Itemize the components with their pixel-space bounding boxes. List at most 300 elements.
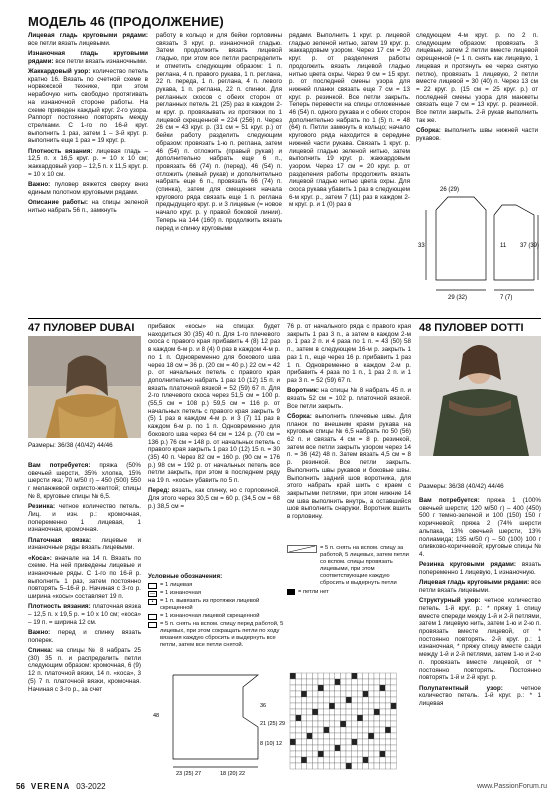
chart-cell (329, 691, 335, 697)
chart-cell (385, 757, 391, 763)
chart-cell (335, 763, 341, 769)
model48-photo (419, 336, 541, 456)
paragraph: Резинка: четное количество петель. Лиц. и изн. р.: кромочная, попеременно 1 лицевая, 1 изнаночная, кромочная. (28, 503, 141, 534)
chart-cell (340, 757, 346, 763)
chart-cell (296, 679, 302, 685)
chart-cell (368, 691, 374, 697)
model47-legend-2 (287, 545, 411, 596)
chart-cell (335, 685, 341, 691)
chart-cell (296, 739, 302, 745)
model47-column-a (28, 462, 141, 776)
chart-cell (352, 691, 358, 697)
chart-cell (380, 685, 386, 691)
chart-cell (368, 685, 374, 691)
chart-cell (307, 751, 313, 757)
chart-cell (374, 703, 380, 709)
chart-cell (312, 679, 318, 685)
chart-cell (335, 721, 341, 727)
legend-symbol-icon: • (148, 599, 157, 605)
chart-cell (301, 691, 307, 697)
chart-cell (374, 733, 380, 739)
model47-assembly: Сборка: выполнить плечевые швы. Для планок по внешним краям рукава на круговые спицы № 6,5 набрать по 50 (56) 62 п. и связать 4 см = 8 р. резинкой, затем все петли закрыть узором через 14 п. = 36 (42) 48 п. Затем вязать 4,5 см = 8 р. резинкой. Все петли закрыть. Выполнить швы рукавов и боковые швы. Выполнить задний шов воротника, для этого набрать край шить с краем с закрытыми петлями, при этом нижние 14 см шва выполнить внутрь, а оставшийся шов выполнить снаружи. Воротник вшить в горловину. (287, 412, 411, 521)
chart-cell (307, 691, 313, 697)
chart-cell (312, 715, 318, 721)
chart-cell (385, 679, 391, 685)
chart-cell (307, 757, 313, 763)
chart-cell (391, 709, 397, 715)
chart-cell (329, 685, 335, 691)
chart-cell (340, 715, 346, 721)
chart-cell (340, 703, 346, 709)
chart-cell (290, 745, 296, 751)
model47-title: 47 ПУЛОВЕР DUBAI (28, 322, 135, 334)
chart-cell (296, 673, 302, 679)
chart-cell (312, 757, 318, 763)
chart-cell (346, 763, 352, 769)
chart-cell (380, 709, 386, 715)
model47-schematic-label: 18 (20) 22 (220, 771, 246, 777)
chart-cell (391, 679, 397, 685)
chart-cell (380, 733, 386, 739)
chart-cell (374, 679, 380, 685)
legend-text: = 1 лицевая (160, 582, 193, 588)
chart-cell (346, 703, 352, 709)
paragraph: Плотность вязания: платочная вязка – 12,5 п. х 19,5 р. = 10 х 10 см; «коса» – 19 п. = ширина 12 см. (28, 603, 141, 626)
legend-text: = 1 изнаночная (160, 590, 202, 596)
chart-cell (368, 745, 374, 751)
chart-cell (301, 685, 307, 691)
chart-cell (318, 685, 324, 691)
chart-cell (335, 679, 341, 685)
chart-cell (301, 721, 307, 727)
chart-cell (374, 745, 380, 751)
chart-cell (329, 679, 335, 685)
model46-column-4 (416, 32, 538, 168)
legend-symbol-icon (148, 614, 157, 620)
chart-cell (385, 745, 391, 751)
chart-cell (357, 709, 363, 715)
legend-symbol-icon: — (150, 590, 155, 597)
chart-cell (346, 679, 352, 685)
chart-cell (329, 751, 335, 757)
chart-cell (391, 691, 397, 697)
chart-cell (307, 679, 313, 685)
chart-cell (318, 715, 324, 721)
chart-cell (346, 685, 352, 691)
model47-front: Перед: вязать, как спинку, но с горловиной. Для этого через 30,5 см = 60 р. (34,5 см = 68 р.) 38,5 см = (148, 487, 280, 510)
chart-cell (363, 691, 369, 697)
chart-cell (374, 727, 380, 733)
chart-cell (380, 745, 386, 751)
model47-schematic-label: 36 (260, 703, 267, 709)
chart-cell (346, 709, 352, 715)
paragraph: Жаккардовый узор: количество петель кратно 16. Вязать по счетной схеме в норвежской технике, при этом нерабочую нить свободно протягивать на изнаночной стороне работы. На схеме приведен каждый круг. 2-го узора. Раппорт постоянно повторять между стрелками. С 1-го по 16-й круг. выполнить 1 раз, затем 1 – 3-й круг. р. выполнить еще 1 раз = 19 круг. р. (28, 68, 148, 145)
chart-cell (357, 751, 363, 757)
chart-cell (346, 721, 352, 727)
model48-photo-image (419, 336, 541, 456)
chart-cell (352, 721, 358, 727)
chart-cell (374, 739, 380, 745)
chart-cell (363, 763, 369, 769)
chart-cell (346, 715, 352, 721)
model47-schematic-label: 21 (25) 29 (260, 721, 286, 727)
chart-cell (385, 703, 391, 709)
chart-cell (301, 733, 307, 739)
chart-cell (385, 685, 391, 691)
chart-cell (335, 745, 341, 751)
chart-cell (324, 739, 330, 745)
chart-cell (318, 751, 324, 757)
model46-col2-text: работу в кольцо и для бейки горловины связать 3 круг. р. изнаночной гладью. Затем продолжить вязать лицевой гладью, при этом все петли распределить и отметить следующим образом: 1 п. реглана, 4 п. правого рукава, 1 п. реглана, 22 п. переда, 1 п. реглана, 4 п. левого рукава, 1 п. реглана, 22 п. спинки. Для регланных скосов с обеих сторон от регланных петель 21 (25) раз в каждом 2-м круг. р. провязывать из протяжки по 1 лицевой скрещенной = 224 (256) п. Через 26 см = 43 круг. р. (31 см = 51 круг. р.) от бейки работу разделить следующим образом: провязать 1-ю п. реглана, затем 46 (54) п. отложить (правый рукав) и дополнительно набрать еще 6 п., провязать 66 (74) п. (перед), 46 (54) п. отложить (левый рукав) и дополнительно набрать еще 6 п., провязать 66 (74) п. (спинка), затем для смещения начала кругового ряда связать еще 1 п. реглана предыдущего круг. р. и 3 лицевые (= новое начало круг. р. у правой боковой линии). Теперь на 144 (160) п. продолжить вязать перед и спинку круговыми (156, 32, 282, 232)
chart-cell (352, 709, 358, 715)
chart-cell (368, 727, 374, 733)
model46-schematic-label: 33 (418, 243, 425, 249)
chart-cell (324, 763, 330, 769)
chart-cell (363, 715, 369, 721)
chart-cell (335, 697, 341, 703)
chart-cell (374, 757, 380, 763)
chart-cell (290, 697, 296, 703)
legend-item (148, 598, 286, 612)
legend-symbol-icon (148, 583, 157, 589)
chart-cell (380, 697, 386, 703)
chart-cell (312, 763, 318, 769)
chart-cell (296, 733, 302, 739)
chart-cell (363, 721, 369, 727)
chart-cell (346, 697, 352, 703)
model47-legend (148, 573, 286, 650)
chart-cell (312, 733, 318, 739)
chart-cell (324, 691, 330, 697)
legend-item (148, 621, 286, 649)
chart-cell (296, 721, 302, 727)
chart-cell (318, 679, 324, 685)
chart-cell (385, 715, 391, 721)
magazine-brand: VERENA (30, 782, 71, 791)
chart-cell (290, 673, 296, 679)
legend-symbol-icon (148, 622, 157, 628)
paragraph: Структурный узор: четное количество петель. 1-й круг. р.: * пряжу 1 спицу вместе спереди между 1-й и 2-й петлями, затем 1 лицевую нить, затем 1-ю и 2-ю п. провязать вместе лицевой, от * постоянно повторять. 2-й круг. р.: 1 изнаночная, * пряжу спицу вместе сзади между 1-й и 2-й петлями, затем 1-ю и 2-ю п. провязать вместе лицевой, от * постоянно повторять. Постоянно повторять 1-й и 2-й круг. р. (419, 597, 541, 682)
chart-cell (374, 751, 380, 757)
chart-cell (324, 679, 330, 685)
chart-cell (324, 727, 330, 733)
legend-text: = 1 изнаночная лицевой скрещенной (160, 613, 260, 619)
model47-schematic-label: 8 (10) 12 (260, 741, 283, 747)
chart-cell (385, 691, 391, 697)
model46-schematic-label: 29 (32) (448, 295, 468, 301)
chart-cell (335, 733, 341, 739)
chart-cell (301, 703, 307, 709)
legend-text: = 5 п. снять на вспом. спицу перед работой, 5 лицевых, при этом сокращать петли по ходу вязания каждую сбросить и выдернуть все петли, затем все петли снятой. (160, 621, 284, 648)
chart-cell (368, 757, 374, 763)
model47-schematic-label: 23 (25) 27 (176, 771, 202, 777)
chart-cell (329, 721, 335, 727)
chart-cell (391, 733, 397, 739)
chart-cell (329, 703, 335, 709)
chart-cell (380, 757, 386, 763)
chart-cell (363, 751, 369, 757)
chart-cell (329, 763, 335, 769)
chart-cell (340, 739, 346, 745)
chart-cell (363, 757, 369, 763)
chart-cell (324, 757, 330, 763)
model47-stitch-chart (282, 667, 412, 777)
legend2-nostitch-text: = петли нет (298, 589, 329, 595)
chart-cell (363, 727, 369, 733)
chart-cell (307, 739, 313, 745)
model46-schematic-label: 26 (29) (440, 187, 460, 193)
chart-cell (385, 739, 391, 745)
chart-cell (385, 727, 391, 733)
chart-cell (290, 733, 296, 739)
legend-item (148, 590, 286, 597)
watermark: www.PassionForum.ru (476, 783, 547, 790)
chart-cell (324, 697, 330, 703)
chart-cell (296, 757, 302, 763)
chart-cell (391, 685, 397, 691)
paragraph: Плотность вязания: лицевая гладь – 12,5 п. х 16,5 круг. р. = 10 х 10 см; жаккардовый узор – 12,5 п. х 11,5 круг. р. = 10 х 10 см. (28, 147, 148, 178)
model48-sizes: Размеры: 36/38 (40/42) 44/46 (419, 483, 504, 490)
model47-schematic (148, 667, 286, 777)
chart-cell (296, 697, 302, 703)
model47-sizes: Размеры: 36/38 (40/42) 44/46 (28, 442, 113, 449)
chart-cell (307, 745, 313, 751)
chart-cell (385, 721, 391, 727)
chart-cell (357, 763, 363, 769)
chart-cell (335, 739, 341, 745)
chart-cell (352, 763, 358, 769)
chart-cell (357, 721, 363, 727)
page-footer (16, 782, 106, 791)
chart-cell (391, 745, 397, 751)
chart-cell (368, 715, 374, 721)
chart-cell (385, 673, 391, 679)
chart-cell (296, 691, 302, 697)
chart-cell (290, 721, 296, 727)
chart-cell (357, 691, 363, 697)
chart-cell (296, 763, 302, 769)
chart-cell (329, 673, 335, 679)
model46-col3-text: рядами. Выполнить 1 круг. р. лицевой гладью зеленой нитью, затем 19 круг. р. жаккардовым узором. Через 17 см = 20 круг. р. от разделения работы продолжить вязать лицевой гладью нитью цвета охры. Через 9 см = 15 круг. р. от последней смены узора для нижней планки связать еще 7 см = 13 круг. р. резинкой. Все петли закрыть. Теперь перевести на спицы отложенные 46 (54) п. одного рукава и с обеих сторон дополнительно набрать по 1 (5) п. = 48 (64) п. Петли замкнуть в кольцо; начало кругового ряда находится в середине нижней части рукава. Связать 1 круг. р. лицевой гладью зеленой нитью, затем выполнить 19 круг. р. жаккардовым узором. Через 17 см = 20 круг. р. от разделения работы продолжить вязать лицевой гладью нитью цвета охры. Для скоса рукава убавить 1 раз в следующем 6-м круг. р., затем 7 (11) раз в каждом 2-м круг. р. и 1 (0) раз в (289, 32, 410, 209)
chart-cell (363, 745, 369, 751)
chart-cell (363, 733, 369, 739)
chart-cell (307, 685, 313, 691)
chart-cell (312, 703, 318, 709)
chart-cell (368, 679, 374, 685)
chart-cell (368, 763, 374, 769)
chart-cell (290, 757, 296, 763)
chart-cell (296, 751, 302, 757)
chart-cell (312, 709, 318, 715)
chart-cell (312, 751, 318, 757)
chart-cell (312, 739, 318, 745)
chart-cell (357, 697, 363, 703)
chart-cell (340, 691, 346, 697)
chart-cell (340, 673, 346, 679)
paragraph: Резинка круговыми рядами: вязать попеременно 1 лицевую, 1 изнаночную. (419, 561, 541, 576)
chart-cell (380, 727, 386, 733)
paragraph: Спинка: на спицы № 8 набрать 25 (30) 35 п. и распределить петли следующим образом: кромочная, 6 (9) 12 п. платочной вязки, 14 п. «коса», 3 (5) 7 п. платочной вязки, кромочная. Начиная с 3-го р., за счет (28, 647, 141, 693)
chart-cell (352, 745, 358, 751)
chart-cell (312, 697, 318, 703)
chart-cell (335, 703, 341, 709)
model47-colC-text: 76 р. от начального ряда с правого края закрыть 1 раз 3 п., а затем в каждом 2-м р. 1 раз 2 п. и 4 раза по 1 п. = 43 (50) 58 п., затем в следующем 16-м р. закрыть 1 раз 1 п., еще через 16 р. прибавить 1 раз 1 п. Одновременно в каждом 2-м р. прибавить 4 раза по 1 п., 1 раз 2 п. и 1 раз 3 п. = 52 (59) 67 п. (287, 323, 411, 384)
chart-cell (324, 715, 330, 721)
section-divider (28, 318, 541, 319)
chart-cell (352, 757, 358, 763)
chart-cell (290, 703, 296, 709)
chart-cell (329, 709, 335, 715)
chart-cell (346, 757, 352, 763)
chart-cell (357, 673, 363, 679)
chart-cell (380, 703, 386, 709)
chart-cell (307, 763, 313, 769)
chart-cell (385, 733, 391, 739)
chart-cell (290, 691, 296, 697)
model46-schematic-label: 37 (39) (520, 243, 540, 249)
chart-cell (296, 727, 302, 733)
chart-cell (385, 751, 391, 757)
chart-cell (374, 685, 380, 691)
legend-title: Условные обозначения: (148, 573, 223, 580)
chart-cell (346, 733, 352, 739)
chart-cell (290, 685, 296, 691)
chart-cell (380, 691, 386, 697)
chart-cell (301, 715, 307, 721)
chart-cell (312, 727, 318, 733)
chart-cell (363, 673, 369, 679)
chart-cell (301, 697, 307, 703)
chart-cell (374, 673, 380, 679)
model46-column-1 (28, 32, 148, 310)
chart-cell (312, 685, 318, 691)
chart-cell (340, 751, 346, 757)
chart-cell (352, 685, 358, 691)
chart-cell (352, 703, 358, 709)
chart-cell (296, 685, 302, 691)
chart-cell (312, 691, 318, 697)
chart-cell (380, 715, 386, 721)
paragraph: Лицевая гладь круговыми рядами: все петли вязать лицевыми. (419, 579, 541, 594)
chart-cell (329, 715, 335, 721)
model47-collar: Воротник: на спицы № 8 набрать 45 п. и вязать 52 см = 102 р. платочной вязкой. Все петли закрыть. (287, 387, 411, 410)
chart-cell (307, 673, 313, 679)
chart-cell (312, 745, 318, 751)
chart-cell (391, 739, 397, 745)
chart-cell (363, 679, 369, 685)
chart-cell (312, 673, 318, 679)
paragraph: Вам потребуется: пряжа 1 (100% овечьей шерсти; 120 м/50 г) – 400 (450) 500 г темно-зеленой и 100 (150) 150 г коричневой; пряжа 2 (74% шерсти альпака, 13% овечьей шерсти, 13% полиамида; 135 м/50 г) – 50 (100) 100 г оливково-коричневой; круговые спицы № 4. (419, 497, 541, 558)
chart-cell (296, 715, 302, 721)
chart-cell (352, 673, 358, 679)
chart-cell (340, 679, 346, 685)
model46-col4-text: следующем 4-м круг. р. по 2 п. следующим образом: провязать 3 лицевые, затем 2 петли вместе лицевой скрещенной (= 1 п. снять как лицевую, 1 лицевая и протянуть ее через снятую петлю), провязать 1 лицевую, 2 петли вместе лицевой = 30 (40) п. Через 13 см = 22 круг. р. (15 см = 25 круг. р.) от последней смены узора для манжеты связать еще 7 см = 13 круг. р. резинкой. Все петли закрыть. 2-й рукав выполнить так же. (416, 32, 538, 124)
chart-cell (301, 763, 307, 769)
chart-cell (391, 751, 397, 757)
chart-cell (368, 739, 374, 745)
model48-title: 48 ПУЛОВЕР DOTTI (419, 322, 524, 334)
chart-cell (318, 763, 324, 769)
issue-number: 03-2022 (76, 782, 106, 791)
chart-cell (357, 685, 363, 691)
chart-cell (318, 703, 324, 709)
chart-cell (374, 763, 380, 769)
paragraph: Платочная вязка: лицевые и изнаночные ряды вязать лицевыми. (28, 536, 141, 552)
chart-cell (318, 709, 324, 715)
chart-cell (340, 745, 346, 751)
chart-cell (374, 721, 380, 727)
chart-cell (380, 721, 386, 727)
paragraph: Важно: перед и спинку вязать поперек. (28, 629, 141, 644)
chart-cell (329, 757, 335, 763)
paragraph: Важно: пуловер вяжется сверху вниз единым полотном круговыми рядами. (28, 181, 148, 196)
chart-cell (380, 763, 386, 769)
paragraph: Лицевая гладь круговыми рядами: все петли вязать лицевыми. (28, 32, 148, 47)
chart-cell (318, 757, 324, 763)
chart-cell (385, 763, 391, 769)
chart-cell (335, 751, 341, 757)
chart-cell (318, 673, 324, 679)
chart-cell (385, 697, 391, 703)
chart-cell (374, 691, 380, 697)
chart-cell (290, 751, 296, 757)
chart-cell (340, 763, 346, 769)
paragraph: «Коса»: вначале на 14 п. Вязать по схеме. На ней приведены лицевые и изнаночные ряды. С 1-го по 16-й р. выполнить 1 раз, затем постоянно повторять 5–16-й р. Начиная с 3-го р. ширина «косы» составляет 19 п. (28, 554, 141, 601)
chart-cell (329, 727, 335, 733)
chart-cell (380, 673, 386, 679)
chart-cell (329, 697, 335, 703)
chart-cell (301, 673, 307, 679)
chart-cell (340, 697, 346, 703)
chart-cell (340, 721, 346, 727)
chart-cell (324, 751, 330, 757)
legend-item (148, 582, 286, 589)
chart-cell (296, 745, 302, 751)
chart-cell (380, 679, 386, 685)
chart-cell (335, 691, 341, 697)
chart-cell (301, 739, 307, 745)
legend-item (148, 613, 286, 620)
chart-cell (307, 733, 313, 739)
model47-column-b (148, 323, 280, 569)
model47-colB-text: прибавок «косы» на спицах будет находиться 30 (35) 40 п. Для 1-го плечевого скоса с правого края прибавить 4 (8) 12 раз в каждом 6-м р. и 8 (4) 0 раз в каждом 4-м р. по 1 п. Одновременно для бокового шва через 18 см = 36 р. (20 см = 40 р.) 22 см = 42 р. от начальных петель с правого края дополнительно набрать 1 раз 10 (12) 15 п. и вязать платочной вязкой = 52 (59) 67 п. Для 2-го плечевого скоса через 51,5 см = 100 р. (55,5 см = 108 р.) 59,5 см = 116 р. от начальных петель с правого края закрыть 9 (5) 1 раз в каждом 4-м р. и 3 (7) 11 раз в каждом 6-м р. по 1 п. Одновременно для бокового шва через 64 см = 124 р. (70 см = 136 р.) 76 см = 148 р. от начальных петель с правого края закрыть 1 раз 10 (12) 15 п. = 30 (35) 40 п. Через 82 см = 160 р. (90 см = 176 р.) 98 см = 192 р. от начальных петель все петли закрыть, при этом в последнем ряду на 19 п. «косы» убавить по 5 п. (148, 323, 280, 485)
model46-schematic-label: 7 (7) (500, 295, 513, 301)
chart-cell (346, 673, 352, 679)
chart-cell (301, 679, 307, 685)
chart-cell (368, 703, 374, 709)
chart-cell (324, 703, 330, 709)
chart-cell (335, 757, 341, 763)
chart-cell (324, 745, 330, 751)
chart-cell (290, 739, 296, 745)
chart-cell (307, 721, 313, 727)
chart-cell (363, 703, 369, 709)
chart-cell (307, 697, 313, 703)
model48-column (419, 497, 541, 779)
chart-cell (380, 751, 386, 757)
chart-cell (296, 709, 302, 715)
chart-cell (324, 685, 330, 691)
chart-cell (324, 709, 330, 715)
chart-cell (352, 697, 358, 703)
chart-cell (352, 715, 358, 721)
chart-cell (290, 679, 296, 685)
chart-cell (357, 703, 363, 709)
chart-cell (357, 727, 363, 733)
chart-cell (368, 709, 374, 715)
chart-cell (324, 733, 330, 739)
legend2-text: = 5 п. снять на вспом. спицу за работой, 5 лицевых, затем петли со вспом. спицы провязать лицевыми, при этом соответствующие каждую сбросить и выдернуть петли (320, 545, 409, 586)
